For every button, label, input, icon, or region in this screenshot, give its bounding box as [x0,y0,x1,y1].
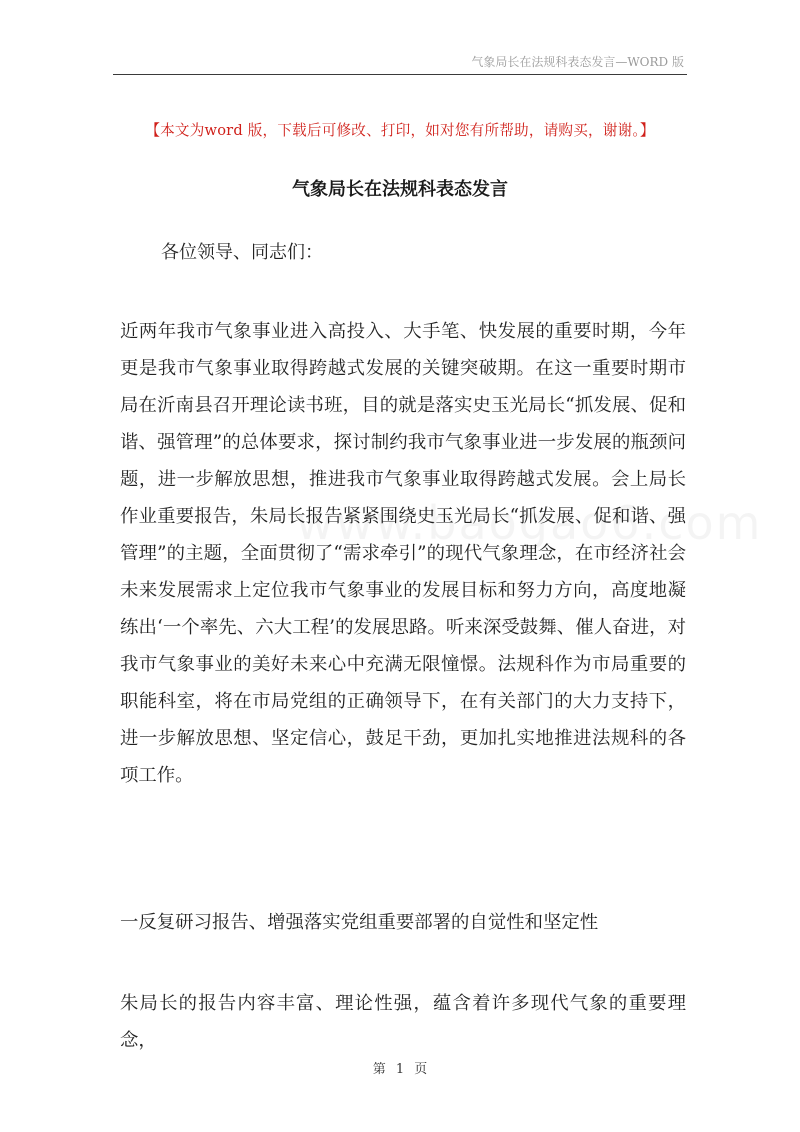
salutation: 各位领导、同志们： [161,242,323,263]
page-number-prefix: 第 [372,1062,386,1077]
page-number: 1 [395,1062,405,1077]
section-heading: 一反复研习报告、增强落实党组重要部署的自觉性和坚定性 [120,912,599,933]
body-paragraph: 近两年我市气象事业进入高投入、大手笔、快发展的重要时期，今年更是我市气象事业取得跨越式发展的关键突破期。在这一重要时期市局在沂南县召开理论读书班，目的就是落实史玉光局长“抓发展、促和谐、强管理”的总体要求，探讨制约我市气象事业进一步发展的瓶颈问题，进一步解放思想，推进我市气象事业取得跨越式发展。会上局长作业重要报告，朱局长报告紧紧围绕史玉光局长“抓发展、促和谐、强管理”的主题，全面贯彻了“需求牵引”的现代气象理念，在市经济社会未来发展需求上定位我市气象事业的发展目标和努力方向，高度地凝练出‘一个率先、六大工程’的发展思路。听来深受鼓舞、催人奋进，对我市气象事业的美好未来心中充满无限憧憬。法规科作为市局重要的职能科室，将在市局党组的正确领导下，在有关部门的大力支持下，进一步解放思想、坚定信心，鼓足干劲，更加扎实地推进法规科的各项工作。 [120,321,686,786]
page-footer [0,1058,800,1077]
download-notice: 【本文为word 版，下载后可修改、打印，如对您有所帮助，请购买，谢谢。】 [145,122,655,139]
page-number-suffix: 页 [414,1062,428,1077]
running-header: 气象局长在法规科表态发言—WORD 版 [471,55,684,69]
header-divider [113,74,687,75]
document-title: 气象局长在法规科表态发言 [292,179,508,200]
body-paragraph: 朱局长的报告内容丰富、理论性强，蕴含着许多现代气象的重要理念， [120,993,686,1051]
